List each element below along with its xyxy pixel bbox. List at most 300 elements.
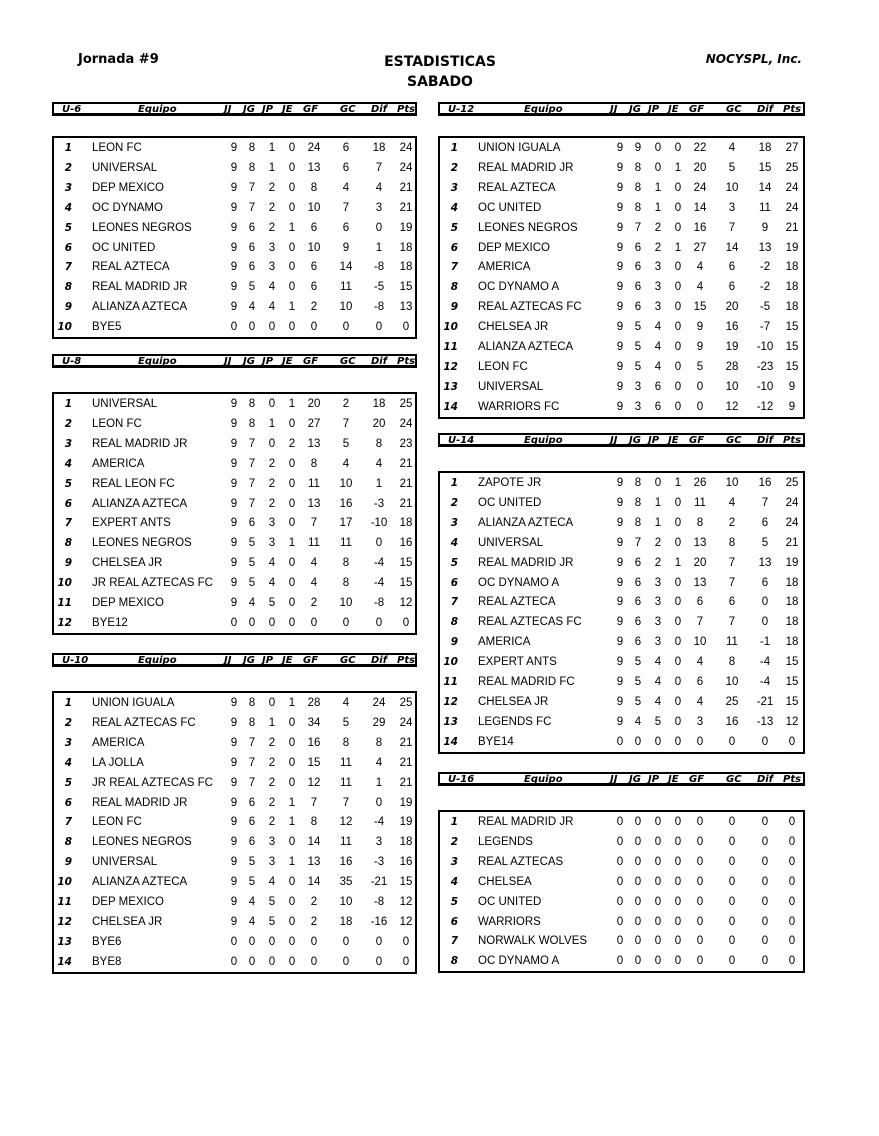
table-row: [440, 852, 803, 872]
gf-cell: 20: [693, 556, 707, 569]
je-cell: 1: [674, 477, 682, 489]
gc-cell: 2: [342, 398, 350, 410]
team-name-cell: AMERICA: [478, 636, 531, 649]
pts-cell: 0: [788, 835, 796, 848]
jg-cell: 6: [634, 281, 642, 294]
jg-cell: 7: [248, 736, 256, 749]
rank-cell: 10: [443, 656, 458, 669]
table-row: [54, 238, 415, 258]
rank-cell: 11: [57, 896, 72, 908]
rank-cell: 10: [57, 876, 72, 889]
gc-cell: 8: [728, 536, 736, 549]
jp-cell: 3: [654, 596, 662, 609]
jj-cell: 0: [616, 935, 624, 948]
team-name-cell: BYE12: [92, 616, 128, 629]
jg-cell: 6: [634, 616, 642, 629]
team-name-cell: LEON FC: [92, 417, 142, 430]
jj-cell: 9: [230, 537, 238, 550]
gc-cell: 0: [728, 895, 736, 908]
dif-cell: 1: [375, 477, 383, 490]
team-name-cell: REAL MADRID JR: [478, 556, 574, 569]
table-row: [440, 238, 803, 258]
division-label: U-12: [448, 104, 475, 115]
table-header: [52, 653, 417, 667]
gf-cell: 7: [696, 616, 704, 629]
rank-cell: 1: [64, 398, 72, 410]
rank-cell: 6: [64, 497, 72, 510]
dif-cell: 13: [758, 556, 772, 569]
pts-cell: 21: [785, 536, 799, 549]
division-label: U-8: [62, 356, 82, 367]
rank-cell: 7: [450, 935, 458, 948]
jj-cell: 0: [230, 616, 238, 629]
table-header: [438, 433, 805, 447]
team-name-cell: LA JOLLA: [92, 756, 144, 769]
gc-cell: 3: [728, 201, 736, 214]
table-row: [440, 257, 803, 277]
jj-cell: 9: [616, 676, 624, 688]
jp-cell: 2: [654, 221, 662, 234]
je-cell: 0: [674, 695, 682, 708]
gc-cell: 16: [339, 497, 353, 510]
table-row: [54, 513, 415, 533]
gc-cell: 6: [342, 221, 350, 234]
jp-cell: 6: [654, 380, 662, 393]
dif-cell: 0: [761, 955, 769, 968]
team-name-cell: EXPERT ANTS: [92, 517, 171, 530]
je-cell: 0: [674, 321, 682, 334]
gc-cell: 10: [339, 597, 353, 609]
gc-cell: 0: [342, 935, 350, 948]
jj-cell: 9: [230, 261, 238, 274]
table-row: [440, 732, 803, 752]
gf-cell: 4: [696, 261, 704, 274]
je-cell: 0: [674, 221, 682, 234]
rank-cell: 3: [64, 181, 72, 194]
team-name-cell: LEON FC: [92, 816, 142, 829]
table-header: [52, 354, 417, 368]
jg-cell: 5: [248, 577, 256, 590]
rank-cell: 9: [64, 856, 72, 869]
column-header-jj: JJ: [224, 104, 232, 115]
jj-cell: 0: [616, 955, 624, 968]
rank-cell: 2: [450, 496, 458, 509]
pts-cell: 23: [399, 437, 413, 450]
gc-cell: 6: [342, 142, 350, 154]
je-cell: 0: [288, 557, 296, 570]
gc-cell: 20: [725, 301, 739, 314]
dif-cell: -8: [373, 301, 385, 314]
dif-cell: -21: [756, 695, 774, 708]
jg-cell: 6: [248, 796, 256, 809]
pts-cell: 18: [785, 636, 799, 649]
table-row: [54, 257, 415, 277]
gc-cell: 11: [340, 776, 352, 789]
gf-cell: 34: [307, 716, 321, 729]
gc-cell: 4: [342, 181, 350, 194]
jg-cell: 7: [248, 776, 256, 789]
je-cell: 0: [288, 836, 296, 849]
team-name-cell: LEONES NEGROS: [92, 221, 192, 234]
pts-cell: 25: [785, 161, 799, 174]
gf-cell: 9: [696, 341, 704, 353]
gc-cell: 5: [728, 161, 736, 174]
rank-cell: 13: [443, 380, 458, 393]
je-cell: 0: [674, 516, 682, 529]
gf-cell: 10: [307, 201, 321, 214]
pts-cell: 21: [399, 201, 413, 214]
rank-cell: 5: [450, 556, 458, 569]
gc-cell: 12: [725, 400, 739, 413]
gc-cell: 17: [339, 517, 353, 530]
gf-cell: 4: [310, 577, 318, 590]
pts-cell: 24: [785, 201, 799, 214]
jp-cell: 0: [268, 955, 276, 968]
jj-cell: 9: [230, 221, 238, 234]
gc-cell: 10: [725, 676, 739, 688]
gc-cell: 5: [342, 716, 350, 729]
pts-cell: 15: [785, 695, 799, 708]
column-header-jj: JJ: [610, 774, 618, 785]
table-row: [54, 892, 415, 912]
table-row: [54, 138, 415, 158]
rank-cell: 1: [450, 477, 458, 489]
jg-cell: 4: [248, 915, 256, 928]
jp-cell: 3: [654, 301, 662, 314]
table-header: [438, 102, 805, 116]
table-row: [440, 198, 803, 218]
table-row: [440, 218, 803, 238]
jj-cell: 9: [616, 380, 624, 393]
table-row: [440, 712, 803, 732]
team-name-cell: AMERICA: [92, 457, 145, 470]
jg-cell: 7: [634, 221, 642, 234]
jp-cell: 3: [268, 836, 276, 849]
jj-cell: 0: [616, 875, 624, 888]
jp-cell: 2: [268, 181, 276, 194]
column-header-gc: GC: [726, 435, 742, 446]
rank-cell: 6: [450, 241, 458, 254]
jp-cell: 1: [654, 181, 662, 194]
table-row: [54, 553, 415, 573]
jp-cell: 0: [654, 477, 662, 489]
team-name-cell: AMERICA: [478, 261, 531, 274]
pts-cell: 21: [399, 756, 413, 769]
gc-cell: 4: [728, 142, 736, 154]
pts-cell: 18: [785, 261, 799, 274]
jj-cell: 0: [616, 855, 624, 868]
gc-cell: 11: [340, 756, 352, 769]
jj-cell: 0: [616, 895, 624, 908]
pts-cell: 21: [399, 477, 413, 490]
column-header-gf: GF: [303, 356, 319, 367]
je-cell: 0: [674, 895, 682, 908]
column-header-je: JE: [282, 104, 293, 115]
gc-cell: 0: [342, 616, 350, 629]
rank-cell: 8: [64, 537, 72, 550]
jg-cell: 0: [634, 855, 642, 868]
rank-cell: 5: [64, 776, 72, 789]
jp-cell: 4: [268, 301, 276, 314]
table-row: [54, 753, 415, 773]
gf-cell: 13: [307, 856, 321, 869]
dif-cell: 0: [761, 596, 769, 609]
jg-cell: 8: [248, 417, 256, 430]
rank-cell: 4: [64, 201, 72, 214]
je-cell: 0: [674, 281, 682, 294]
gc-cell: 6: [728, 596, 736, 609]
pts-cell: 25: [399, 398, 413, 410]
je-cell: 0: [674, 715, 682, 728]
jg-cell: 6: [248, 816, 256, 829]
je-cell: 0: [288, 896, 296, 908]
jp-cell: 4: [654, 695, 662, 708]
dif-cell: 18: [372, 142, 386, 154]
je-cell: 0: [674, 616, 682, 629]
gf-cell: 10: [307, 241, 321, 254]
column-header-equipo: Equipo: [138, 104, 177, 115]
column-header-gf: GF: [689, 104, 705, 115]
jj-cell: 0: [230, 935, 238, 948]
rank-cell: 3: [64, 437, 72, 450]
je-cell: 0: [288, 161, 296, 174]
jj-cell: 0: [230, 955, 238, 968]
jj-cell: 9: [230, 241, 238, 254]
gf-cell: 20: [693, 161, 707, 174]
table-row: [440, 493, 803, 513]
rank-cell: 9: [64, 301, 72, 314]
jj-cell: 9: [230, 161, 238, 174]
jg-cell: 0: [634, 875, 642, 888]
rank-cell: 12: [57, 616, 72, 629]
company-name: NOCYSPL, Inc.: [705, 52, 802, 66]
gf-cell: 0: [696, 875, 704, 888]
jg-cell: 5: [248, 537, 256, 550]
gf-cell: 0: [310, 616, 318, 629]
jj-cell: 9: [230, 181, 238, 194]
rank-cell: 8: [450, 281, 458, 294]
jg-cell: 6: [634, 241, 642, 254]
column-header-equipo: Equipo: [524, 104, 563, 115]
team-name-cell: AMERICA: [92, 736, 145, 749]
gc-cell: 10: [725, 380, 739, 393]
jj-cell: 9: [230, 201, 238, 214]
team-name-cell: REAL AZTECAS FC: [92, 716, 196, 729]
team-name-cell: OC DYNAMO A: [478, 955, 560, 968]
dif-cell: 3: [375, 201, 383, 214]
pts-cell: 18: [785, 281, 799, 294]
team-name-cell: REAL MADRID JR: [92, 437, 188, 450]
jg-cell: 8: [634, 496, 642, 509]
rank-cell: 13: [57, 935, 72, 948]
je-cell: 0: [674, 181, 682, 194]
pts-cell: 0: [402, 955, 410, 968]
jp-cell: 2: [268, 457, 276, 470]
table-body: [52, 136, 417, 339]
pts-cell: 15: [399, 577, 413, 590]
column-header-dif: Dif: [757, 435, 774, 446]
column-header-pts: Pts: [783, 774, 802, 785]
team-name-cell: CHELSEA: [478, 875, 532, 888]
jj-cell: 9: [230, 756, 238, 769]
dif-cell: 24: [372, 697, 386, 709]
gc-cell: 8: [342, 577, 350, 590]
rank-cell: 4: [450, 536, 458, 549]
gf-cell: 0: [696, 816, 704, 828]
gf-cell: 27: [693, 241, 707, 254]
jj-cell: 9: [616, 695, 624, 708]
rank-cell: 13: [443, 715, 458, 728]
jg-cell: 3: [634, 380, 642, 393]
dif-cell: 0: [761, 835, 769, 848]
gf-cell: 8: [310, 181, 318, 194]
table-row: [440, 553, 803, 573]
je-cell: 1: [674, 161, 682, 174]
dif-cell: 14: [758, 181, 772, 194]
rank-cell: 4: [64, 756, 72, 769]
jp-cell: 2: [654, 556, 662, 569]
pts-cell: 12: [399, 597, 413, 609]
dif-cell: -21: [370, 876, 388, 889]
table-row: [440, 892, 803, 912]
je-cell: 0: [674, 915, 682, 928]
dif-cell: 0: [761, 935, 769, 948]
team-name-cell: ALIANZA AZTECA: [92, 301, 188, 314]
gc-cell: 4: [342, 457, 350, 470]
table-row: [54, 218, 415, 238]
gc-cell: 0: [728, 915, 736, 928]
gf-cell: 6: [310, 261, 318, 274]
column-header-jg: JG: [243, 104, 255, 115]
dif-cell: 3: [375, 836, 383, 849]
gf-cell: 16: [307, 736, 321, 749]
jp-cell: 0: [654, 161, 662, 174]
team-name-cell: UNIVERSAL: [92, 856, 158, 869]
rank-cell: 5: [450, 221, 458, 234]
rank-cell: 3: [450, 516, 458, 529]
dif-cell: 0: [761, 915, 769, 928]
table-row: [54, 932, 415, 952]
table-row: [54, 158, 415, 178]
gf-cell: 27: [307, 417, 321, 430]
rank-cell: 12: [443, 360, 458, 373]
table-row: [54, 178, 415, 198]
team-name-cell: OC DYNAMO A: [478, 281, 560, 294]
je-cell: 0: [288, 281, 296, 294]
je-cell: 1: [288, 796, 296, 809]
gf-cell: 0: [696, 855, 704, 868]
title-text: ESTADISTICAS: [384, 54, 496, 70]
column-header-je: JE: [282, 655, 293, 666]
dif-cell: -8: [373, 597, 385, 609]
gf-cell: 28: [307, 697, 321, 709]
gf-cell: 0: [696, 915, 704, 928]
jj-cell: 9: [616, 161, 624, 174]
pts-cell: 0: [788, 955, 796, 968]
column-header-dif: Dif: [371, 104, 388, 115]
table-row: [440, 178, 803, 198]
dif-cell: -5: [373, 281, 385, 294]
rank-cell: 2: [450, 161, 458, 174]
jg-cell: 7: [248, 457, 256, 470]
jj-cell: 9: [616, 596, 624, 609]
jp-cell: 4: [268, 281, 276, 294]
je-cell: 0: [288, 477, 296, 490]
jj-cell: 9: [616, 516, 624, 529]
gc-cell: 7: [728, 556, 736, 569]
dif-cell: -12: [756, 400, 774, 413]
je-cell: 1: [674, 241, 682, 254]
team-name-cell: OC DYNAMO: [92, 201, 163, 214]
column-header-jj: JJ: [224, 655, 232, 666]
jp-cell: 0: [654, 895, 662, 908]
jg-cell: 6: [248, 517, 256, 530]
table-row: [54, 733, 415, 753]
dif-cell: 11: [759, 201, 771, 214]
dif-cell: -10: [370, 517, 388, 530]
jg-cell: 0: [248, 935, 256, 948]
jg-cell: 9: [634, 142, 642, 154]
table-row: [440, 931, 803, 951]
table-body: [438, 136, 805, 419]
dif-cell: -8: [373, 896, 385, 908]
jp-cell: 1: [268, 417, 276, 430]
dif-cell: 0: [761, 735, 769, 748]
gc-cell: 2: [728, 516, 736, 529]
dif-cell: -1: [759, 636, 771, 649]
division-label: U-6: [62, 104, 82, 115]
jp-cell: 3: [654, 281, 662, 294]
column-header-gc: GC: [726, 104, 742, 115]
rank-cell: 12: [57, 915, 72, 928]
table-row: [440, 872, 803, 892]
gf-cell: 14: [307, 876, 321, 889]
gc-cell: 25: [725, 695, 739, 708]
pts-cell: 19: [785, 241, 799, 254]
team-name-cell: JR REAL AZTECAS FC: [92, 776, 213, 789]
jp-cell: 5: [268, 896, 276, 908]
pts-cell: 21: [399, 497, 413, 510]
jg-cell: 0: [634, 935, 642, 948]
team-name-cell: REAL LEON FC: [92, 477, 175, 490]
rank-cell: 2: [64, 716, 72, 729]
table-row: [440, 812, 803, 832]
pts-cell: 0: [788, 915, 796, 928]
je-cell: 0: [288, 876, 296, 889]
team-name-cell: BYE6: [92, 935, 122, 948]
rank-cell: 6: [64, 241, 72, 254]
table-header: [438, 772, 805, 786]
rank-cell: 11: [57, 597, 72, 609]
jj-cell: 9: [230, 281, 238, 294]
jp-cell: 0: [654, 735, 662, 748]
rank-cell: 3: [450, 855, 458, 868]
jg-cell: 0: [248, 955, 256, 968]
jg-cell: 4: [248, 597, 256, 609]
pts-cell: 9: [788, 400, 796, 413]
je-cell: 0: [288, 517, 296, 530]
team-name-cell: OC UNITED: [478, 201, 542, 214]
jj-cell: 9: [230, 557, 238, 570]
team-name-cell: LEONES NEGROS: [478, 221, 578, 234]
team-name-cell: LEGENDS: [478, 835, 533, 848]
jp-cell: 1: [654, 201, 662, 214]
gc-cell: 7: [342, 417, 350, 430]
je-cell: 0: [288, 457, 296, 470]
jg-cell: 6: [634, 301, 642, 314]
table-row: [440, 912, 803, 932]
je-cell: 2: [288, 437, 296, 450]
